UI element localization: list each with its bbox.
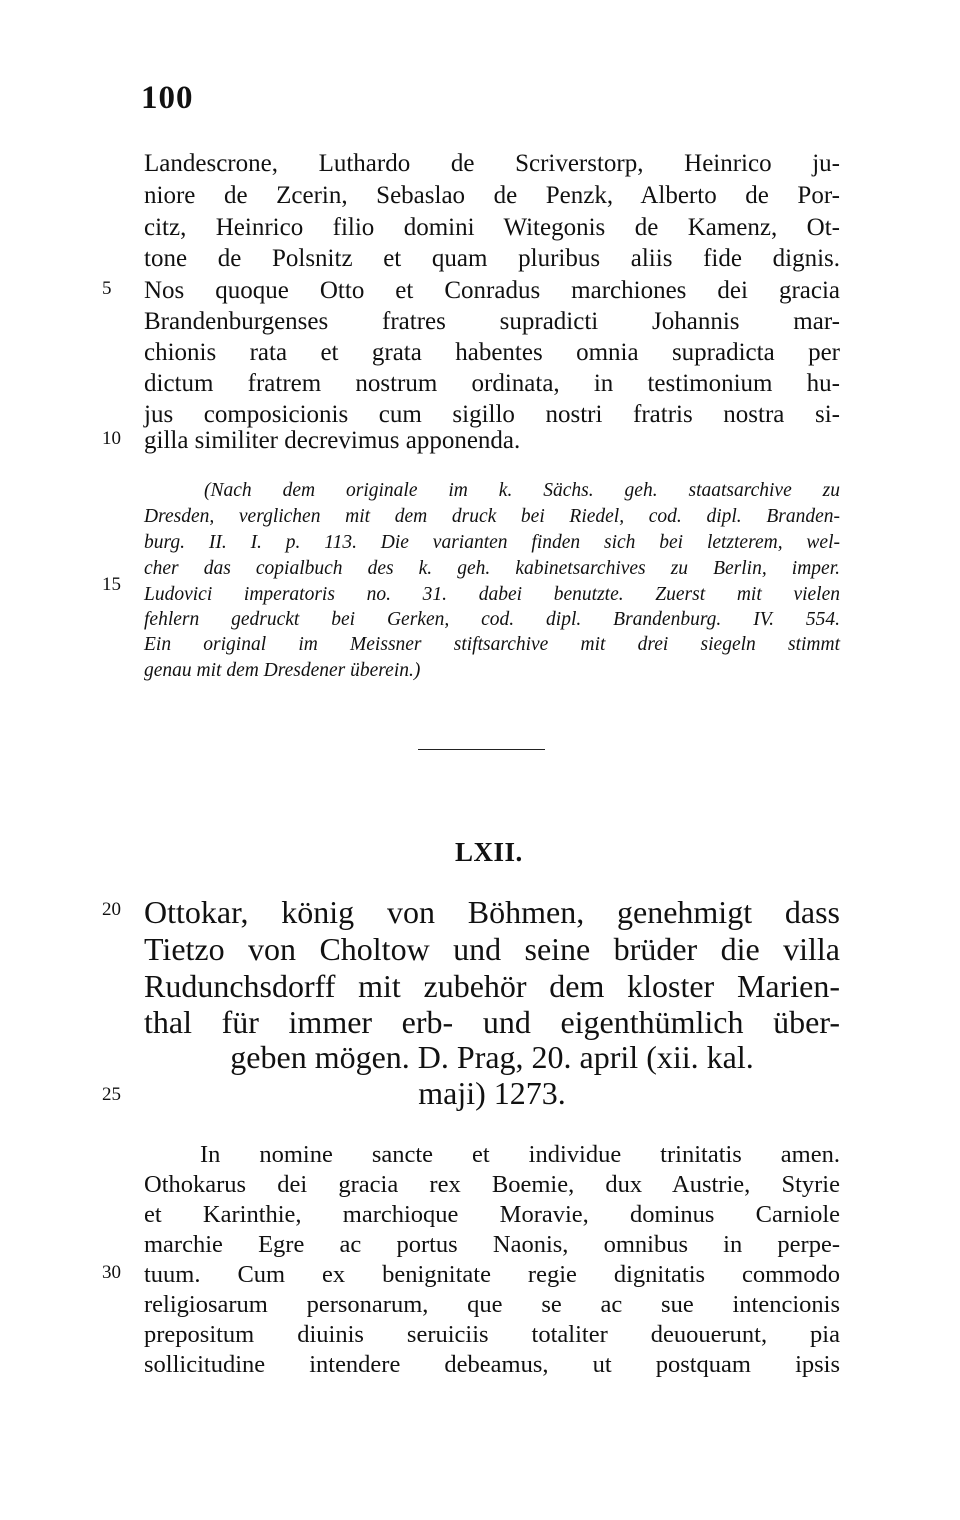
section-divider bbox=[418, 749, 545, 750]
line-number: 25 bbox=[102, 1084, 121, 1105]
text-line: niore de Zcerin, Sebaslao de Penzk, Alberto de Por- bbox=[144, 182, 840, 209]
text-line: jus composicionis cum sigillo nostri fratris nostra si- bbox=[144, 401, 840, 428]
note-line: (Nach dem originale im k. Sächs. geh. staatsarchive zu bbox=[204, 480, 840, 501]
text-line: In nomine sancte et individue trinitatis amen. bbox=[200, 1141, 840, 1168]
heading-line: geben mögen. D. Prag, 20. april (xii. kal. bbox=[230, 1039, 754, 1075]
text-line: religiosarum personarum, que se ac sue intencionis bbox=[144, 1291, 840, 1318]
note-line: burg. II. I. p. 113. Die varianten finden sich bei letzterem, wel- bbox=[144, 532, 840, 553]
note-line: genau mit dem Dresdener überein.) bbox=[144, 660, 421, 681]
text-line: et Karinthie, marchioque Moravie, dominus Carniole bbox=[144, 1201, 840, 1228]
heading-line: Tietzo von Choltow und seine brüder die villa bbox=[144, 931, 840, 967]
heading-line: maji) 1273. bbox=[418, 1075, 566, 1111]
heading-line: Ottokar, könig von Böhmen, genehmigt dass bbox=[144, 894, 840, 930]
note-line: Ludovici imperatoris no. 31. dabei benutzte. Zuerst mit vielen bbox=[144, 584, 840, 605]
line-number: 15 bbox=[102, 574, 121, 595]
document-number: LXII. bbox=[455, 837, 523, 867]
text-line: Othokarus dei gracia rex Boemie, dux Austrie, Styrie bbox=[144, 1171, 840, 1198]
text-line: Landescrone, Luthardo de Scriverstorp, Heinrico ju- bbox=[144, 150, 840, 177]
line-number: 10 bbox=[102, 428, 121, 449]
text-line: prepositum diuinis seruiciis totaliter deuouerunt, pia bbox=[144, 1321, 840, 1348]
heading-line: thal für immer erb- und eigenthümlich über- bbox=[144, 1004, 840, 1040]
line-number: 5 bbox=[102, 278, 112, 299]
line-number: 20 bbox=[102, 899, 121, 920]
text-line: chionis rata et grata habentes omnia supradicta per bbox=[144, 339, 840, 366]
text-line: Brandenburgenses fratres supradicti Johannis mar- bbox=[144, 308, 840, 335]
text-line: gilla similiter decrevimus apponenda. bbox=[144, 427, 521, 454]
note-line: cher das copialbuch des k. geh. kabinetsarchives zu Berlin, imper. bbox=[144, 558, 840, 579]
text-line: marchie Egre ac portus Naonis, omnibus in perpe- bbox=[144, 1231, 840, 1258]
text-line: tone de Polsnitz et quam pluribus aliis fide dignis. bbox=[144, 245, 840, 272]
text-line: Nos quoque Otto et Conradus marchiones dei gracia bbox=[144, 277, 840, 304]
text-line: citz, Heinrico filio domini Witegonis de Kamenz, Ot- bbox=[144, 214, 840, 241]
line-number: 30 bbox=[102, 1262, 121, 1283]
note-line: Ein original im Meissner stiftsarchive mit drei siegeln stimmt bbox=[144, 634, 840, 655]
note-line: fehlern gedruckt bei Gerken, cod. dipl. Brandenburg. IV. 554. bbox=[144, 609, 840, 630]
heading-line: Rudunchsdorff mit zubehör dem kloster Marien- bbox=[144, 968, 840, 1004]
text-line: tuum. Cum ex benignitate regie dignitatis commodo bbox=[144, 1261, 840, 1288]
page-number: 100 bbox=[141, 80, 194, 116]
note-line: Dresden, verglichen mit dem druck bei Riedel, cod. dipl. Branden- bbox=[144, 506, 840, 527]
text-line: sollicitudine intendere debeamus, ut postquam ipsis bbox=[144, 1351, 840, 1378]
text-line: dictum fratrem nostrum ordinata, in testimonium hu- bbox=[144, 370, 840, 397]
